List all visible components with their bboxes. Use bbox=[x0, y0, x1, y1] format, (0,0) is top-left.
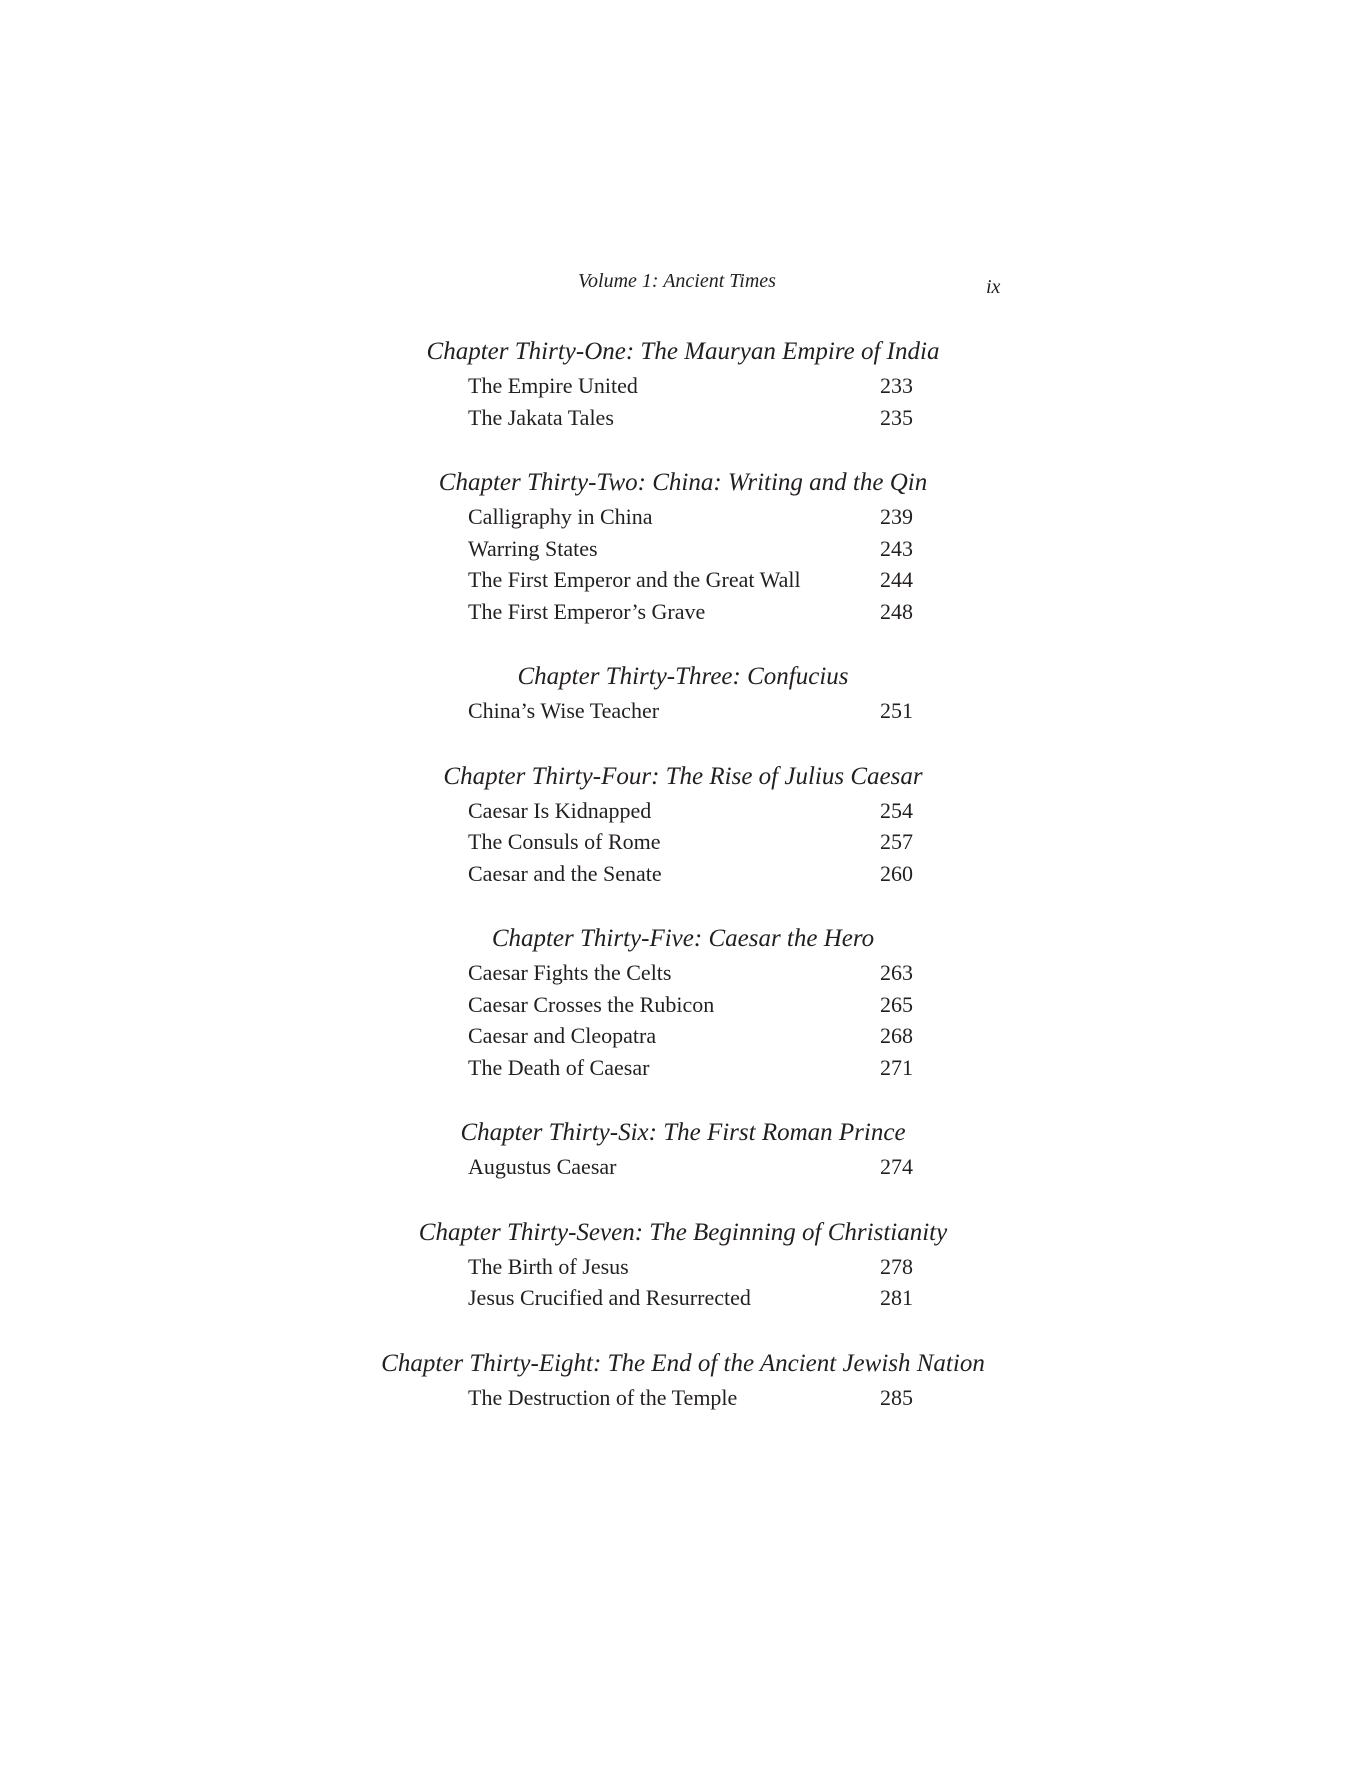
toc-entry bbox=[0, 826, 1354, 858]
page-number: ix bbox=[986, 276, 1001, 298]
section-title: The Jakata Tales bbox=[468, 404, 614, 430]
table-of-contents bbox=[0, 334, 1354, 1445]
toc-entry bbox=[0, 795, 1354, 827]
chapter-title: Chapter Thirty-Two: China: Writing and the Qin bbox=[438, 469, 928, 496]
section-page-number: 260 bbox=[880, 860, 913, 886]
toc-entry bbox=[0, 1251, 1354, 1283]
section-page-number: 254 bbox=[880, 797, 913, 823]
toc-entry bbox=[0, 858, 1354, 890]
section-title: The First Emperor and the Great Wall bbox=[468, 567, 801, 592]
chapter-37 bbox=[0, 1215, 1354, 1314]
section-title: The Empire United bbox=[468, 373, 638, 398]
toc-entry bbox=[0, 1052, 1354, 1084]
section-page-number: 278 bbox=[880, 1253, 913, 1279]
chapter-title: Chapter Thirty-Seven: The Beginning of Christianity bbox=[418, 1218, 948, 1246]
section-page-number: 271 bbox=[880, 1054, 913, 1080]
section-title: Warring States bbox=[468, 535, 598, 561]
toc-entry bbox=[0, 1020, 1354, 1052]
toc-entry bbox=[0, 695, 1354, 727]
toc-entry bbox=[0, 957, 1354, 989]
toc-entry bbox=[0, 501, 1354, 533]
chapter-32 bbox=[0, 465, 1354, 627]
section-page-number: 239 bbox=[880, 504, 913, 529]
section-page-number: 248 bbox=[880, 598, 913, 624]
section-page-number: 244 bbox=[880, 567, 913, 592]
section-page-number: 268 bbox=[880, 1023, 913, 1048]
section-title: Caesar Fights the Celts bbox=[468, 960, 672, 985]
chapter-title: Chapter Thirty-Eight: The End of the Ancient Jewish Nation bbox=[381, 1349, 985, 1377]
section-page-number: 235 bbox=[880, 404, 913, 430]
toc-entry bbox=[0, 596, 1354, 628]
toc-entry bbox=[0, 402, 1354, 434]
section-page-number: 243 bbox=[880, 535, 913, 561]
section-title: Caesar and Cleopatra bbox=[468, 1023, 657, 1048]
section-page-number: 233 bbox=[880, 373, 913, 398]
chapter-title: Chapter Thirty-Six: The First Roman Prince bbox=[460, 1119, 906, 1146]
chapter-title: Chapter Thirty-Four: The Rise of Julius Caesar bbox=[443, 762, 923, 790]
section-title: Caesar and the Senate bbox=[468, 860, 662, 886]
section-title: Caesar Crosses the Rubicon bbox=[468, 991, 715, 1017]
section-page-number: 251 bbox=[880, 698, 913, 723]
toc-entry bbox=[0, 1382, 1354, 1414]
section-title: The Destruction of the Temple bbox=[468, 1384, 738, 1410]
chapter-34 bbox=[0, 759, 1354, 890]
toc-entry bbox=[0, 989, 1354, 1021]
section-page-number: 263 bbox=[880, 960, 913, 985]
section-title: The Consuls of Rome bbox=[468, 829, 661, 854]
toc-entry bbox=[0, 370, 1354, 402]
chapter-38 bbox=[0, 1346, 1354, 1414]
section-page-number: 281 bbox=[880, 1285, 913, 1310]
section-page-number: 265 bbox=[880, 991, 913, 1017]
section-title: The Death of Caesar bbox=[468, 1054, 650, 1080]
chapter-35 bbox=[0, 921, 1354, 1083]
section-page-number: 285 bbox=[880, 1384, 913, 1410]
toc-entry bbox=[0, 1282, 1354, 1314]
section-title: Augustus Caesar bbox=[468, 1154, 617, 1179]
chapter-title: Chapter Thirty-Five: Caesar the Hero bbox=[491, 925, 875, 952]
section-title: Caesar Is Kidnapped bbox=[468, 797, 652, 823]
running-title: Volume 1: Ancient Times bbox=[578, 270, 776, 292]
chapter-title: Chapter Thirty-One: The Mauryan Empire of India bbox=[426, 338, 940, 365]
toc-entry bbox=[0, 1151, 1354, 1183]
section-page-number: 257 bbox=[880, 829, 913, 854]
chapter-33 bbox=[0, 659, 1354, 727]
chapter-title: Chapter Thirty-Three: Confucius bbox=[517, 663, 849, 690]
section-title: Jesus Crucified and Resurrected bbox=[468, 1285, 751, 1310]
chapter-31 bbox=[0, 334, 1354, 433]
section-title: The First Emperor’s Grave bbox=[468, 598, 706, 624]
chapter-36 bbox=[0, 1115, 1354, 1183]
toc-entry bbox=[0, 564, 1354, 596]
section-title: Calligraphy in China bbox=[468, 504, 653, 529]
section-title: China’s Wise Teacher bbox=[468, 698, 660, 723]
toc-entry bbox=[0, 533, 1354, 565]
section-title: The Birth of Jesus bbox=[468, 1253, 629, 1279]
section-page-number: 274 bbox=[880, 1154, 913, 1179]
